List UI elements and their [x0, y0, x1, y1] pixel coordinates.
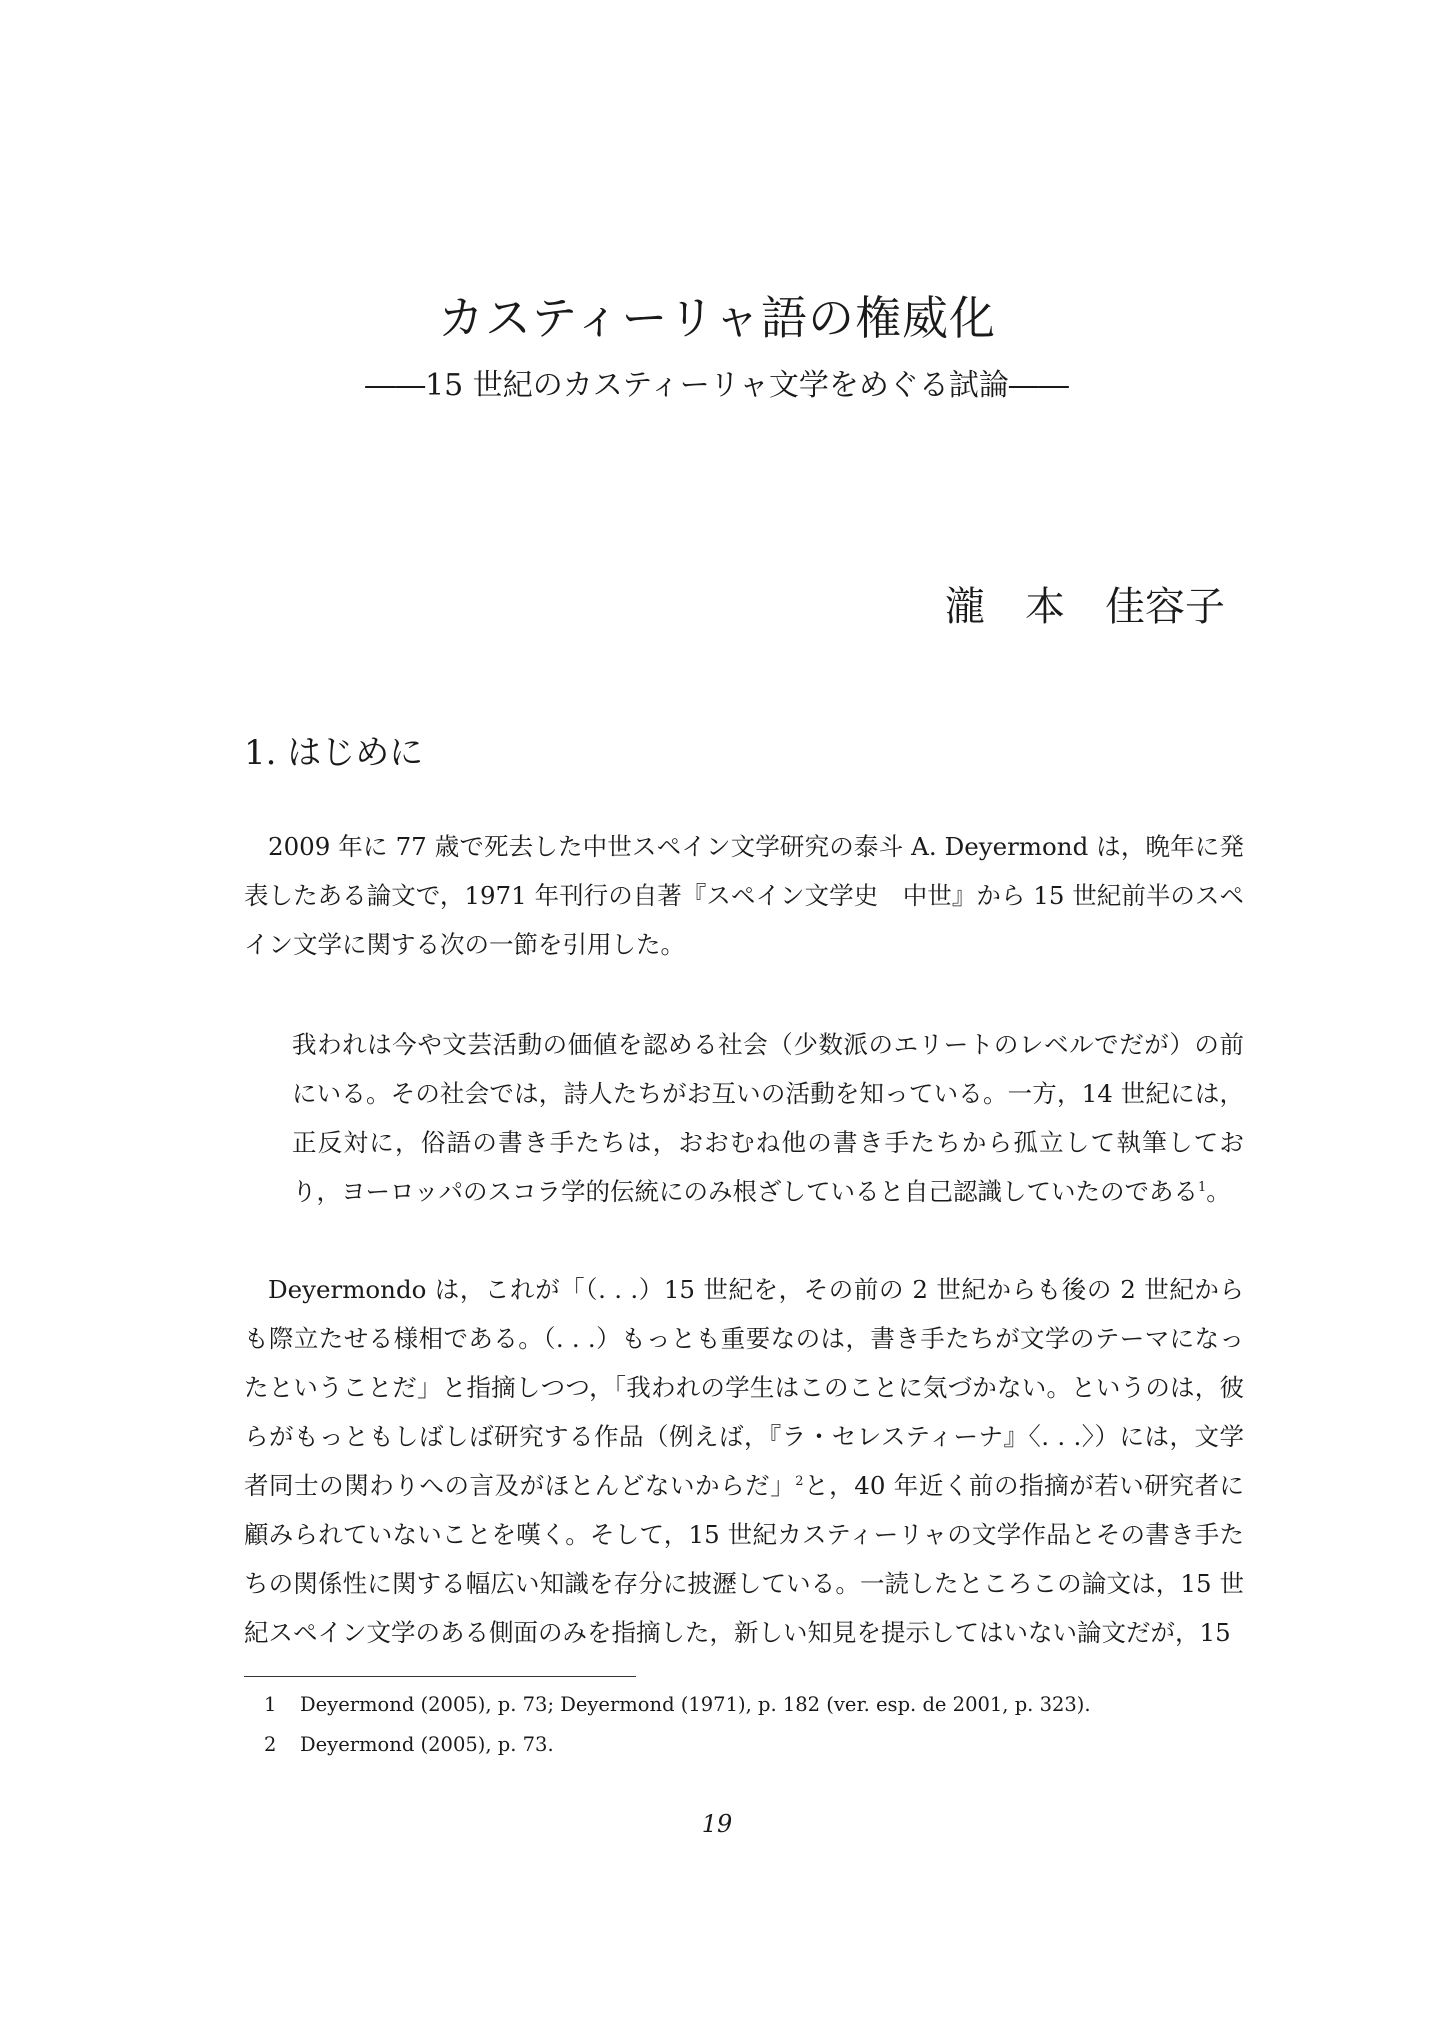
- page-number: 19: [701, 1810, 733, 1838]
- footnote-1-text: Deyermond (2005), p. 73; Deyermond (1971), p. 182 (ver. esp. de 2001, p. 323).: [300, 1693, 1091, 1716]
- footnote-divider: [244, 1676, 636, 1677]
- body-paragraph-2-part-a: Deyermondo は，これが「（. . .）15 世紀を，その前の 2 世紀からも後の 2 世紀からも際立たせる様相である。（. . .）もっとも重要なのは，書き手たちが文学のテーマになったということだ」と指摘しつつ，「我われの学生はこのことに気づかない。というのは，彼らがもっともしばしば研究する作品（例えば，『ラ・セレスティーナ』〈. . .〉）には，文学者同士の関わりへの言及がほとんどないからだ」: [244, 1275, 1244, 1500]
- body-paragraph-1: 2009 年に 77 歳で死去した中世スペイン文学研究の泰斗 A. Deyermond は，晩年に発表したある論文で，1971 年刊行の自著『スペイン文学史 中世』から 15 世紀前半のスペイン文学に関する次の一節を引用した。: [244, 832, 1244, 959]
- footnote-ref-1[interactable]: 1: [1198, 1179, 1207, 1195]
- footnote-2-number: 2: [264, 1733, 277, 1756]
- body-paragraph-2-part-b: と，40 年近く前の指摘が若い研究者に顧みられていないことを嘆く。そして，15 世紀カスティーリャの文学作品とその書き手たちの関係性に関する幅広い知識を存分に披瀝している。一読したところこの論文は，15 世紀スペイン文学のある側面のみを指摘した，新しい知見を提示してはいない論文だが，15: [244, 1471, 1245, 1647]
- footnote-1-number: 1: [264, 1693, 277, 1716]
- footnote-2-text: Deyermond (2005), p. 73.: [300, 1733, 554, 1756]
- footnote-ref-2[interactable]: 2: [795, 1473, 804, 1489]
- block-quote: [292, 1020, 1244, 1216]
- section-heading: 1. はじめに: [244, 733, 424, 773]
- block-quote-text: 我われは今や文芸活動の価値を認める社会（少数派のエリートのレベルでだが）の前にいる。その社会では，詩人たちがお互いの活動を知っている。一方，14 世紀には，正反対に，俗語の書き手たちは，おおむね他の書き手たちから孤立して執筆しており，ヨーロッパのスコラ学的伝統にのみ根ざしていると自己認識していたのである: [292, 1030, 1244, 1206]
- block-quote-end: 。: [1206, 1177, 1231, 1206]
- article-subtitle: ――15 世紀のカスティーリャ文学をめぐる試論――: [365, 368, 1069, 403]
- article-title: カスティーリャ語の権威化: [437, 291, 997, 345]
- footnote-2: [264, 1733, 554, 1756]
- footnote-1: [264, 1693, 1091, 1716]
- author-name: 瀧 本 佳容子: [945, 584, 1225, 630]
- body-paragraph-2: [244, 1265, 1244, 1657]
